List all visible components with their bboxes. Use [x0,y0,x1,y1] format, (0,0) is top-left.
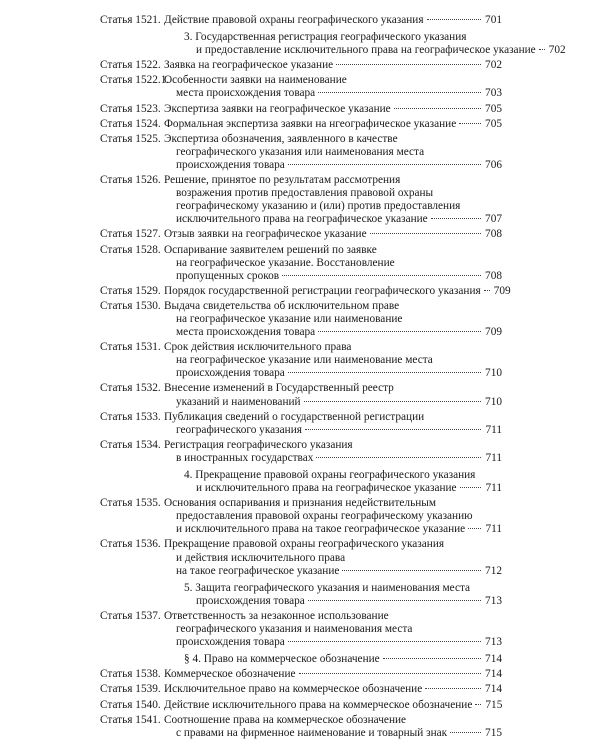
toc-section-entry[interactable] [100,582,502,608]
toc-article-entry[interactable] [100,244,502,283]
title-line: Срок действия исключительного права [164,341,352,354]
article-number: Статья 1538. [100,668,161,681]
page-number: 711 [485,523,502,536]
dot-leader [288,372,481,373]
dot-leader [288,641,481,642]
dot-leader [427,19,481,20]
title-line: Оспаривание заявителем решений по заявке [164,243,377,256]
title-last-line [164,59,502,72]
title-last-line [164,668,502,681]
dot-leader [304,401,481,402]
entry-title [164,699,502,712]
article-number: Статья 1522. [100,59,161,72]
entry-title [164,538,502,577]
toc-article-entry[interactable] [100,133,502,172]
article-number: Статья 1524. [100,117,161,130]
dot-leader [459,123,481,124]
title-line: географическому указанию и (или) против предоставления [176,200,461,213]
title-line: Регистрация географического указания [164,438,353,451]
title-line: Порядок государственной регистрации географического указания [164,284,481,297]
entry-title [164,497,502,536]
title-line: Публикация сведений о государственной регистрации [164,410,425,423]
toc-article-entry[interactable] [100,284,511,298]
toc-article-entry[interactable] [100,714,502,740]
entry-title [164,174,502,226]
title-line: на географическое указание или наименование [176,312,403,325]
title-last-line [164,213,502,226]
entry-title [164,411,502,437]
title-last-line [184,653,502,666]
dot-leader [425,688,481,689]
title-last-line [164,159,502,172]
entry-title [164,300,502,339]
entry-title [164,582,502,608]
article-number: Статья 1534. [100,438,161,451]
title-last-line [184,595,502,608]
page-number: 714 [485,653,502,666]
title-last-line [164,270,502,283]
article-number: Статья 1529. [100,284,161,297]
title-line: происхождения товара [176,367,285,380]
toc-article-entry[interactable] [100,411,502,437]
page-number: 701 [485,14,502,26]
title-line: в иностранных государствах [176,451,314,464]
title-line: Выдача свидетельства об исключительном праве [164,299,400,312]
title-line: 3. Государственная регистрация географического указания [184,31,467,44]
entry-title [164,469,502,495]
dot-leader [370,233,481,234]
title-line: 5. Защита географического указания и наименования места [184,581,471,594]
article-number: Статья 1537. [100,609,161,622]
entry-title [164,714,502,740]
dot-leader [318,92,481,93]
article-number: Статья 1530. [100,299,161,312]
entry-title [164,653,502,666]
page-number: 709 [493,284,511,297]
entry-title [164,284,511,298]
toc-article-entry[interactable] [100,59,502,72]
page-number: 707 [485,213,502,226]
dot-leader [316,457,481,458]
title-line: Исключительное право на коммерческое обозначение [164,683,423,696]
title-line: происхождения товара [196,594,305,607]
title-last-line [164,118,502,131]
page-number: 710 [485,367,502,380]
entry-title [164,118,502,131]
toc-article-entry[interactable] [100,74,502,100]
entry-title [164,382,502,408]
page-number: 714 [485,683,502,696]
title-last-line [164,523,502,536]
dot-leader [318,331,481,332]
dot-leader [394,108,481,109]
title-line: Ответственность за незаконное использование [164,609,389,622]
page-number: 711 [485,451,502,464]
toc-article-entry[interactable] [100,118,502,131]
article-number: Статья 1536. [100,538,161,551]
page-number: 705 [485,102,502,115]
title-line: происхождения товара [176,636,285,649]
toc-article-entry[interactable] [100,300,502,339]
title-last-line [184,44,566,57]
title-last-line [164,452,502,465]
dot-leader [383,658,481,659]
dot-leader [282,275,481,276]
entry-title [164,31,566,57]
title-line: исключительного права на географическое указание [176,213,428,226]
toc-article-entry[interactable] [100,341,502,380]
toc-article-entry[interactable] [100,439,502,465]
article-number: Статья 1523. [100,102,161,115]
title-line: Внесение изменений в Государственный реестр [164,382,394,395]
page-number: 710 [485,395,502,408]
dot-leader [299,673,481,674]
entry-title [164,14,502,27]
dot-leader [484,290,490,291]
page-number: 713 [485,636,502,649]
title-line: Коммерческое обозначение [164,668,296,681]
title-last-line [164,14,502,27]
dot-leader [450,732,481,733]
dot-leader [431,218,481,219]
title-last-line [164,636,502,649]
page-number: 702 [548,44,566,57]
page-number: 714 [485,668,502,681]
title-line: на географическое указание. Восстановление [176,256,395,269]
title-line: Формальная экспертиза заявки на нгеографическое указание [164,117,457,130]
dot-leader [539,49,545,50]
page-number: 708 [485,269,502,282]
title-line: и исключительного права на такое географическое указание [176,523,466,536]
page-number: 708 [485,228,502,241]
article-number: Статья 1541. [100,713,161,726]
toc-article-entry[interactable] [100,228,502,241]
dot-leader [460,487,481,488]
entry-title [164,59,502,72]
title-line: предоставления правовой охраны географическому указанию [176,510,473,523]
title-line: и действия исключительного права [176,551,346,564]
title-last-line [164,87,502,100]
title-line: Решение, принятое по результатам рассмотрения [164,174,401,187]
toc-article-entry[interactable] [100,174,502,226]
toc-article-entry[interactable] [100,538,502,577]
title-last-line [164,424,502,437]
title-line: возражения против предоставления правовой охраны [176,187,434,200]
article-number: Статья 1539. [100,683,161,696]
page-number: 703 [485,87,502,100]
title-line: на такое географическое указание [176,564,340,577]
dot-leader [475,704,481,705]
entry-title [164,668,502,681]
title-last-line [164,228,502,241]
title-line: с правами на фирменное наименование и товарный знак [176,726,448,739]
page-number: 715 [485,698,503,711]
toc-list [100,14,566,740]
toc-article-entry[interactable] [100,14,502,27]
title-last-line [164,396,502,409]
dot-leader [342,570,481,571]
dot-leader [288,164,481,165]
title-line: и исключительного права на географическое указание [196,482,457,495]
title-last-line [184,482,502,495]
article-number: Статья 1535. [100,497,161,510]
toc-section-entry[interactable] [100,31,566,57]
page-number: 705 [485,117,502,130]
title-line: Экспертиза заявки на географическое указание [164,102,391,115]
title-last-line [164,367,502,380]
entry-title [164,228,502,241]
page-number: 712 [485,564,502,577]
title-line: Соотношение права на коммерческое обозначение [164,713,407,726]
entry-title [164,133,502,172]
page-number: 709 [485,326,502,339]
title-last-line [164,565,502,578]
title-line: места происхождения товара [176,326,316,339]
title-line: места происхождения товара [176,87,316,100]
dot-leader [308,600,481,601]
title-line: § 4. Право на коммерческое обозначение [184,653,380,666]
title-last-line [164,284,511,298]
title-line: 4. Прекращение правовой охраны географического указания [184,469,476,481]
dot-leader [305,429,481,430]
article-number: Статья 1521. [100,14,161,26]
title-line: Основания оспаривания и признания недействительным [164,497,437,510]
page-number: 706 [485,158,502,171]
entry-title [164,341,502,380]
title-last-line [164,103,502,116]
title-line: географического указания [176,423,302,436]
title-last-line [164,727,502,740]
title-last-line [164,683,502,696]
page-number: 711 [485,423,502,436]
title-line: географического указания и наименования места [176,623,413,636]
toc-article-entry[interactable] [100,610,502,649]
title-line: Прекращение правовой охраны географического указания [164,538,445,551]
title-last-line [164,326,502,339]
page-number: 713 [485,594,502,607]
title-line: географического указания или наименования места [176,145,425,158]
entry-title [164,103,502,116]
page-number: 711 [485,482,502,495]
title-line: Особенности заявки на наименование [164,74,347,87]
title-line: Заявка на географическое указание [164,59,334,72]
title-line: на географическое указание или наименование места [176,354,433,367]
article-number: Статья 1528. [100,243,161,256]
dot-leader [468,528,481,529]
article-number: Статья 1526. [100,174,161,187]
title-line: и предоставление исключительного права на географическое указание [196,44,536,57]
title-line: Действие исключительного права на коммерческое обозначение [164,698,473,711]
article-number: Статья 1533. [100,410,161,423]
toc-section-entry[interactable] [100,653,502,666]
article-number: Статья 1525. [100,132,161,145]
title-line: Действие правовой охраны географического указания [164,14,424,26]
title-line: пропущенных сроков [176,269,280,282]
toc-article-entry[interactable] [100,668,502,681]
article-number: Статья 1531. [100,341,161,354]
toc-article-entry[interactable] [100,382,502,408]
page-number: 715 [485,726,502,739]
entry-title [164,610,502,649]
page-number: 702 [485,59,502,72]
entry-title [164,439,502,465]
article-number: Статья 1540. [100,698,161,711]
title-line: указаний и наименований [176,395,301,408]
title-line: Экспертиза обозначения, заявленного в качестве [164,132,398,145]
article-number: Статья 1527. [100,228,161,241]
title-line: происхождения товара [176,158,285,171]
toc-section-entry[interactable] [100,469,502,495]
title-line: Отзыв заявки на географическое указание [164,228,367,241]
toc-article-entry[interactable] [100,699,502,712]
toc-article-entry[interactable] [100,497,502,536]
entry-title [164,244,502,283]
entry-title [164,74,502,100]
toc-article-entry[interactable] [100,103,502,116]
article-number: Статья 1532. [100,382,161,395]
article-number: Статья 1522.1. [100,74,170,87]
toc-article-entry[interactable] [100,683,502,696]
entry-title [164,683,502,696]
title-last-line [164,699,502,712]
dot-leader [336,64,481,65]
